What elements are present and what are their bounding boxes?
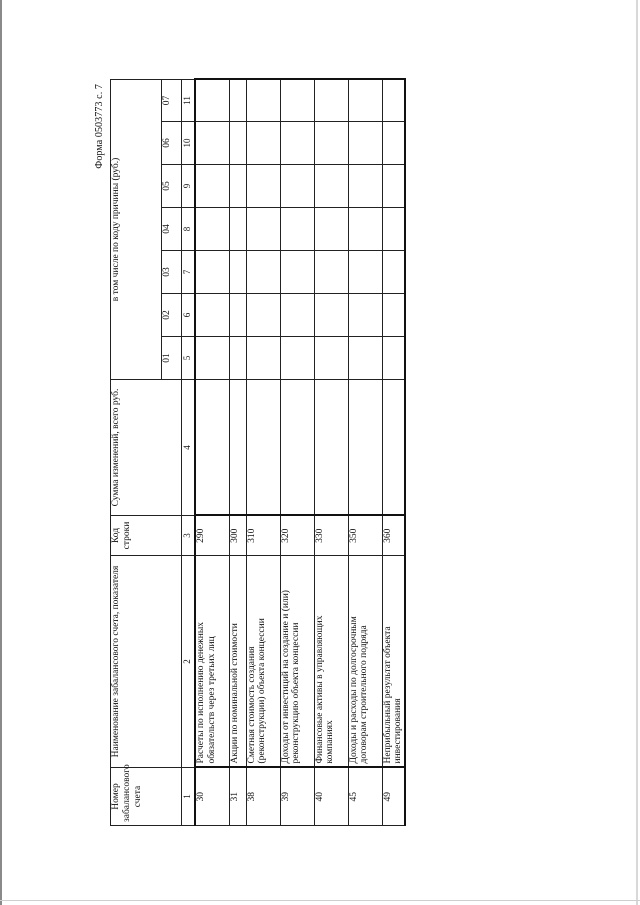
account-number-cell: 30 xyxy=(195,768,229,826)
indicator-name-line: договорам строительного подряда xyxy=(359,625,370,764)
header-reason-01: 01 xyxy=(162,337,182,380)
table-body xyxy=(195,79,405,825)
reason-amount-cell xyxy=(314,165,348,208)
total-amount-cell xyxy=(229,380,246,516)
total-amount-cell xyxy=(314,380,348,516)
reason-amount-cell xyxy=(246,165,280,208)
col-num: 4 xyxy=(182,380,196,516)
reason-amount-cell xyxy=(348,251,382,294)
indicator-name-line: Доходы и расходы по долгосрочным xyxy=(348,616,359,764)
reason-amount-cell xyxy=(348,337,382,380)
reason-amount-cell xyxy=(314,122,348,165)
indicator-name-cell xyxy=(229,556,246,768)
reason-amount-cell xyxy=(348,165,382,208)
header-breakdown: в том числе по коду причины (руб.) xyxy=(111,79,162,379)
reason-amount-cell xyxy=(246,122,280,165)
header-name: Наименование забалансового счета, показателя xyxy=(111,556,182,768)
col-num: 9 xyxy=(182,165,196,208)
reason-amount-cell xyxy=(229,208,246,251)
reason-amount-cell xyxy=(280,165,314,208)
line-code-cell: 350 xyxy=(348,516,382,556)
total-amount-cell xyxy=(348,380,382,516)
table-row xyxy=(382,79,405,825)
reason-amount-cell xyxy=(280,294,314,337)
reason-amount-cell xyxy=(280,251,314,294)
table-row xyxy=(246,79,280,825)
total-amount-cell xyxy=(195,380,229,516)
reason-amount-cell xyxy=(348,122,382,165)
table-row xyxy=(348,79,382,825)
account-number-cell: 49 xyxy=(382,768,405,826)
indicator-name-cell xyxy=(280,556,314,768)
header-reason-05: 05 xyxy=(162,165,182,208)
line-code-cell: 320 xyxy=(280,516,314,556)
indicator-name-line: Финансовые активы в управляющих xyxy=(314,615,325,764)
reason-amount-cell xyxy=(246,79,280,121)
indicator-name-cell xyxy=(195,556,229,768)
reason-amount-cell xyxy=(195,122,229,165)
col-num: 11 xyxy=(182,79,196,121)
indicator-name-line: реконструкцию объекта концессии xyxy=(291,622,302,764)
indicator-name-cell xyxy=(314,556,348,768)
indicator-name-line: обязательств через третьих лиц xyxy=(206,636,217,764)
indicator-name-line: Доходы от инвестиций на создание и (или) xyxy=(280,590,291,764)
header-reason-06: 06 xyxy=(162,122,182,165)
table-row xyxy=(280,79,314,825)
indicator-name-cell xyxy=(382,556,405,768)
reason-amount-cell xyxy=(195,79,229,121)
reason-amount-cell xyxy=(246,337,280,380)
table-row xyxy=(314,79,348,825)
indicator-name-cell xyxy=(246,556,280,768)
header-total: Сумма изменений, всего руб. xyxy=(111,380,182,516)
reason-amount-cell xyxy=(382,122,405,165)
reason-amount-cell xyxy=(348,79,382,121)
reason-amount-cell xyxy=(348,294,382,337)
indicator-name-line: Сметная стоимость создания xyxy=(246,646,257,764)
reason-amount-cell xyxy=(314,208,348,251)
reason-amount-cell xyxy=(229,79,246,121)
indicator-name-line: Неприбыльный результат объекта инвестирования xyxy=(382,626,404,764)
reason-amount-cell xyxy=(314,251,348,294)
header-code: Код строки xyxy=(111,516,182,556)
col-num: 6 xyxy=(182,294,196,337)
col-num: 8 xyxy=(182,208,196,251)
total-amount-cell xyxy=(280,380,314,516)
reason-amount-cell xyxy=(195,294,229,337)
reason-amount-cell xyxy=(280,208,314,251)
account-number-cell: 31 xyxy=(229,768,246,826)
scan-bottom-edge xyxy=(0,900,640,901)
account-number-cell: 38 xyxy=(246,768,280,826)
reason-amount-cell xyxy=(246,294,280,337)
reason-amount-cell xyxy=(195,165,229,208)
reason-amount-cell xyxy=(246,208,280,251)
reason-amount-cell xyxy=(280,337,314,380)
reason-amount-cell xyxy=(280,122,314,165)
column-number-row xyxy=(182,79,196,825)
line-code-cell: 330 xyxy=(314,516,348,556)
reason-amount-cell xyxy=(314,337,348,380)
reason-amount-cell xyxy=(382,208,405,251)
line-code-cell: 310 xyxy=(246,516,280,556)
account-number-cell: 40 xyxy=(314,768,348,826)
reason-amount-cell xyxy=(382,337,405,380)
header-account: Номер забалансового счета xyxy=(111,768,182,826)
reason-amount-cell xyxy=(195,208,229,251)
reason-amount-cell xyxy=(229,122,246,165)
header-reason-07: 07 xyxy=(162,79,182,121)
indicator-name-line: (реконструкции) объекта концессии xyxy=(257,618,268,764)
reason-amount-cell xyxy=(229,294,246,337)
total-amount-cell xyxy=(246,380,280,516)
reason-amount-cell xyxy=(195,251,229,294)
table-row xyxy=(229,79,246,825)
line-code-cell: 360 xyxy=(382,516,405,556)
reason-amount-cell xyxy=(382,294,405,337)
line-code-cell: 290 xyxy=(195,516,229,556)
indicator-name-line: Акции по номинальной стоимости xyxy=(229,623,240,764)
total-amount-cell xyxy=(382,380,405,516)
col-num: 5 xyxy=(182,337,196,380)
reason-amount-cell xyxy=(229,337,246,380)
table-row xyxy=(195,79,229,825)
off-balance-table xyxy=(110,78,406,826)
form-code-label: Форма 0503773 с. 7 xyxy=(94,84,105,169)
reason-amount-cell xyxy=(195,337,229,380)
account-number-cell: 39 xyxy=(280,768,314,826)
header-reason-04: 04 xyxy=(162,208,182,251)
header-reason-02: 02 xyxy=(162,294,182,337)
indicator-name-line: компаниях xyxy=(325,720,336,764)
reason-amount-cell xyxy=(382,79,405,121)
reason-amount-cell xyxy=(382,165,405,208)
line-code-cell: 300 xyxy=(229,516,246,556)
col-num: 7 xyxy=(182,251,196,294)
indicator-name-line: Расчеты по исполнению денежных xyxy=(196,622,206,764)
reason-amount-cell xyxy=(280,79,314,121)
reason-amount-cell xyxy=(314,79,348,121)
reason-amount-cell xyxy=(348,208,382,251)
reason-amount-cell xyxy=(382,251,405,294)
indicator-name-cell xyxy=(348,556,382,768)
reason-amount-cell xyxy=(314,294,348,337)
header-reason-03: 03 xyxy=(162,251,182,294)
col-num: 1 xyxy=(182,768,196,826)
reason-amount-cell xyxy=(229,165,246,208)
col-num: 3 xyxy=(182,516,196,556)
reason-amount-cell xyxy=(229,251,246,294)
scan-left-edge xyxy=(0,0,2,905)
reason-amount-cell xyxy=(246,251,280,294)
col-num: 2 xyxy=(182,556,196,768)
rotated-form-sheet xyxy=(86,56,640,836)
account-number-cell: 45 xyxy=(348,768,382,826)
col-num: 10 xyxy=(182,122,196,165)
